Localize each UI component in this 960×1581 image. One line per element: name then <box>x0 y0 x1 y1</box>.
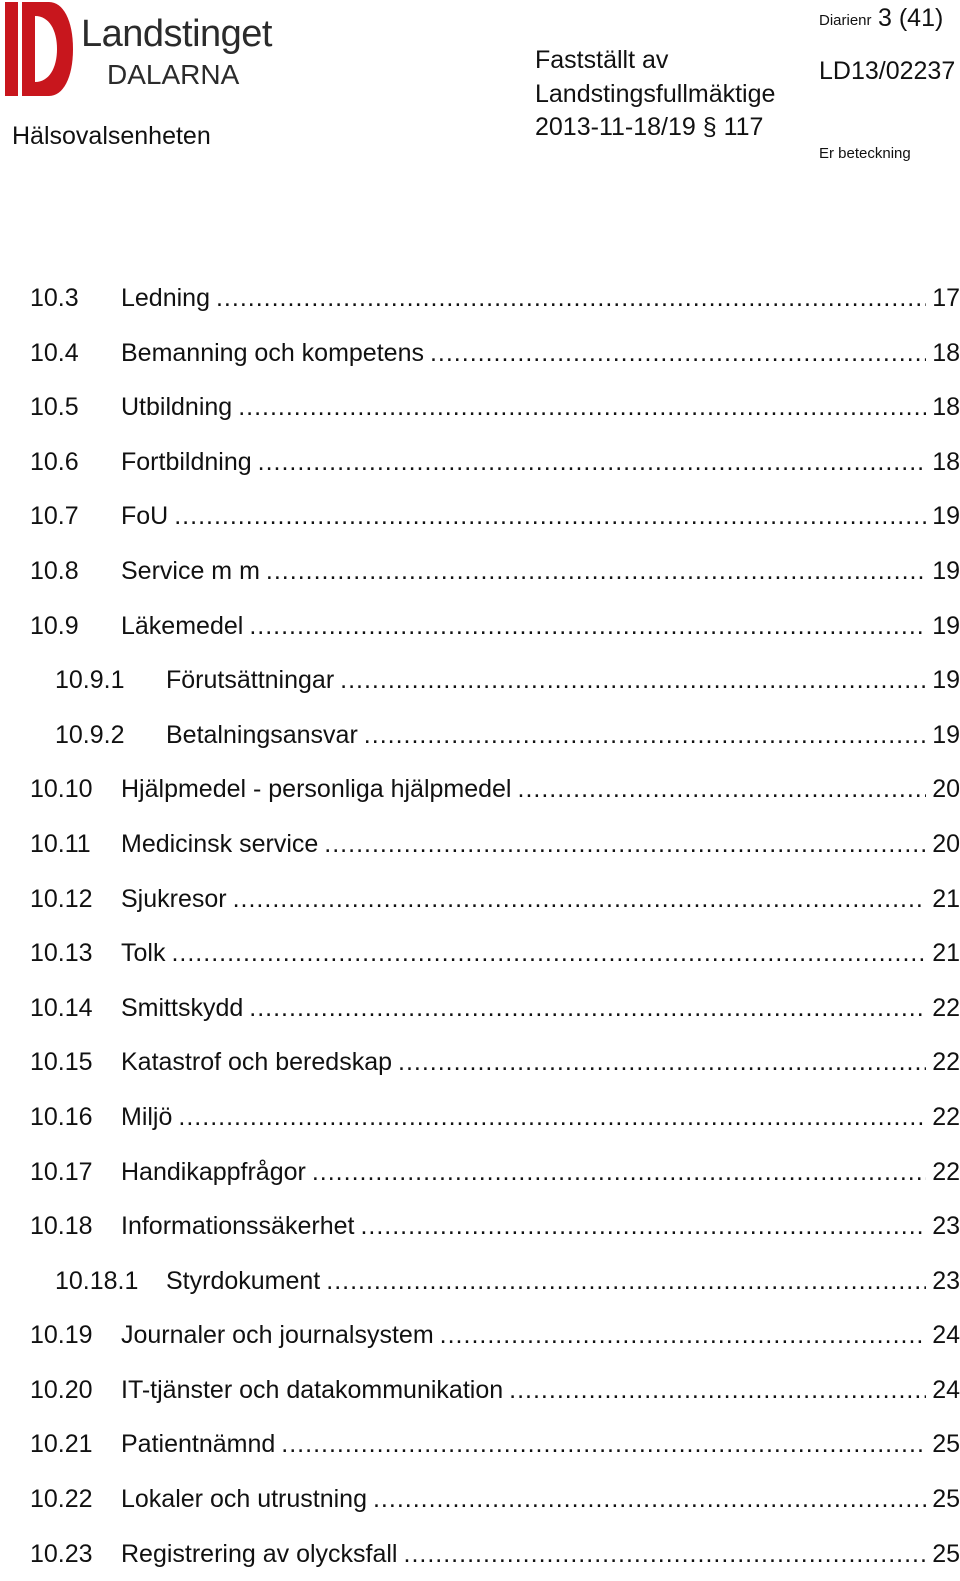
toc-entry-number: 10.20 <box>30 1375 93 1404</box>
toc-entry[interactable] <box>0 380 960 435</box>
toc-entry-line <box>121 762 960 817</box>
toc-entry-title: Förutsättningar <box>166 666 335 695</box>
toc-entry[interactable] <box>0 1199 960 1254</box>
toc-entry[interactable] <box>0 1472 960 1527</box>
toc-entry-number: 10.22 <box>30 1485 93 1514</box>
diarienr-label: Diarienr <box>819 12 872 29</box>
toc-entry-title: Betalningsansvar <box>166 720 358 749</box>
toc-dot-leader <box>249 981 926 1036</box>
toc-dot-leader <box>216 271 926 326</box>
toc-dot-leader <box>360 1199 926 1254</box>
toc-entry-number: 10.18 <box>30 1212 93 1241</box>
toc-entry-line <box>121 1417 960 1472</box>
toc-entry-title: Registrering av olycksfall <box>121 1539 398 1568</box>
toc-entry-line <box>166 1254 960 1309</box>
toc-entry-page: 21 <box>932 884 960 913</box>
toc-entry-number: 10.13 <box>30 939 93 968</box>
toc-dot-leader <box>340 653 926 708</box>
toc-entry-title: Bemanning och kompetens <box>121 338 424 367</box>
toc-entry-page: 19 <box>932 666 960 695</box>
toc-entry[interactable] <box>0 1308 960 1363</box>
table-of-contents <box>0 271 960 1581</box>
toc-entry-line <box>121 1090 960 1145</box>
toc-entry-line <box>121 1145 960 1200</box>
toc-entry-number: 10.17 <box>30 1157 93 1186</box>
toc-entry[interactable] <box>0 271 960 326</box>
toc-entry[interactable] <box>0 544 960 599</box>
toc-entry-line <box>121 435 960 490</box>
toc-entry-number: 10.8 <box>30 556 79 585</box>
toc-entry-number: 10.19 <box>30 1321 93 1350</box>
toc-dot-leader <box>440 1308 926 1363</box>
toc-entry-line <box>121 271 960 326</box>
toc-entry-title: IT-tjänster och datakommunikation <box>121 1375 504 1404</box>
logo-mark-icon <box>5 2 75 96</box>
toc-entry-title: Tolk <box>121 939 166 968</box>
adoption-info <box>535 44 775 145</box>
toc-dot-leader <box>324 817 926 872</box>
toc-entry[interactable] <box>0 981 960 1036</box>
toc-entry-number: 10.14 <box>30 993 93 1022</box>
toc-entry-line <box>166 708 960 763</box>
toc-entry-line <box>121 981 960 1036</box>
toc-entry-page: 18 <box>932 393 960 422</box>
toc-entry-number: 10.10 <box>30 775 93 804</box>
toc-entry-page: 24 <box>932 1321 960 1350</box>
toc-entry[interactable] <box>0 1035 960 1090</box>
toc-entry-title: Handikappfrågor <box>121 1157 306 1186</box>
page-number: 3 (41) <box>878 4 944 32</box>
toc-dot-leader <box>364 708 926 763</box>
logo-name: Landstinget <box>81 13 272 55</box>
toc-entry-title: Utbildning <box>121 393 233 422</box>
toc-entry-title: Fortbildning <box>121 447 252 476</box>
toc-entry-page: 19 <box>932 611 960 640</box>
toc-entry-title: FoU <box>121 502 169 531</box>
adoption-line-3: 2013-11-18/19 § 117 <box>535 113 764 141</box>
toc-dot-leader <box>266 544 926 599</box>
toc-entry[interactable] <box>0 1417 960 1472</box>
toc-entry-page: 20 <box>932 775 960 804</box>
toc-entry-page: 24 <box>932 1375 960 1404</box>
toc-dot-leader <box>404 1527 927 1581</box>
toc-entry-page: 17 <box>932 284 960 312</box>
toc-entry[interactable] <box>0 653 960 708</box>
toc-dot-leader <box>326 1254 926 1309</box>
toc-entry-title: Lokaler och utrustning <box>121 1485 367 1514</box>
toc-dot-leader <box>174 489 926 544</box>
toc-entry[interactable] <box>0 599 960 654</box>
toc-entry[interactable] <box>0 326 960 381</box>
toc-entry-title: Service m m <box>121 556 260 585</box>
toc-entry-page: 22 <box>932 1102 960 1131</box>
toc-entry-title: Läkemedel <box>121 611 244 640</box>
toc-entry-line <box>121 1199 960 1254</box>
toc-entry-page: 20 <box>932 829 960 858</box>
toc-entry-title: Katastrof och beredskap <box>121 1048 392 1077</box>
toc-dot-leader <box>509 1363 926 1418</box>
toc-entry-number: 10.9.1 <box>55 666 125 695</box>
toc-entry-number: 10.7 <box>30 502 79 531</box>
toc-entry-number: 10.5 <box>30 393 79 422</box>
toc-entry[interactable] <box>0 708 960 763</box>
toc-dot-leader <box>312 1145 926 1200</box>
toc-entry-title: Miljö <box>121 1102 173 1131</box>
toc-entry-number: 10.18.1 <box>55 1266 139 1295</box>
toc-entry-number: 10.11 <box>30 829 91 858</box>
toc-entry[interactable] <box>0 926 960 981</box>
toc-entry-number: 10.4 <box>30 338 79 367</box>
toc-entry[interactable] <box>0 1527 960 1581</box>
toc-entry[interactable] <box>0 1254 960 1309</box>
toc-entry-number: 10.9.2 <box>55 720 125 749</box>
toc-entry-line <box>121 1472 960 1527</box>
toc-entry-page: 22 <box>932 993 960 1022</box>
toc-entry-line <box>121 1035 960 1090</box>
landstinget-dalarna-logo <box>5 2 272 96</box>
toc-entry-line <box>121 872 960 927</box>
toc-entry-line <box>121 544 960 599</box>
toc-entry-line <box>121 1363 960 1418</box>
toc-entry[interactable] <box>0 489 960 544</box>
toc-entry-line <box>121 489 960 544</box>
toc-entry-line <box>166 653 960 708</box>
toc-entry-title: Medicinsk service <box>121 829 319 858</box>
toc-dot-leader <box>518 762 927 817</box>
toc-entry[interactable] <box>0 1363 960 1418</box>
toc-entry-page: 19 <box>932 720 960 749</box>
reference-label: Er beteckning <box>819 145 911 162</box>
toc-entry-page: 18 <box>932 447 960 476</box>
toc-entry-page: 25 <box>932 1539 960 1568</box>
adoption-line-1: Fastställt av <box>535 46 669 74</box>
toc-dot-leader <box>178 1090 926 1145</box>
toc-entry-page: 25 <box>932 1430 960 1459</box>
toc-entry-page: 21 <box>932 939 960 968</box>
department-name: Hälsovalsenheten <box>12 122 211 150</box>
toc-entry-number: 10.9 <box>30 611 79 640</box>
toc-dot-leader <box>398 1035 926 1090</box>
toc-entry[interactable] <box>0 762 960 817</box>
toc-entry[interactable] <box>0 872 960 927</box>
toc-entry-title: Patientnämnd <box>121 1430 276 1459</box>
toc-entry-page: 22 <box>932 1048 960 1077</box>
toc-entry-title: Journaler och journalsystem <box>121 1321 434 1350</box>
adoption-line-2: Landstingsfullmäktige <box>535 79 776 108</box>
toc-entry-number: 10.6 <box>30 447 79 476</box>
toc-entry-number: 10.23 <box>30 1539 93 1568</box>
toc-dot-leader <box>171 926 926 981</box>
toc-entry[interactable] <box>0 817 960 872</box>
toc-entry-page: 23 <box>932 1212 960 1241</box>
toc-entry-page: 25 <box>932 1485 960 1514</box>
toc-dot-leader <box>373 1472 926 1527</box>
toc-entry-number: 10.21 <box>30 1430 93 1459</box>
toc-entry-number: 10.12 <box>30 884 93 913</box>
toc-entry-number: 10.3 <box>30 284 79 312</box>
toc-entry[interactable] <box>0 435 960 490</box>
toc-entry-line <box>121 380 960 435</box>
toc-entry-page: 19 <box>932 556 960 585</box>
toc-entry-page: 22 <box>932 1157 960 1186</box>
logo-region: DALARNA <box>107 59 240 90</box>
toc-entry-page: 18 <box>932 338 960 367</box>
toc-entry-page: 23 <box>932 1266 960 1295</box>
toc-entry-number: 10.16 <box>30 1102 93 1131</box>
toc-entry-line <box>121 1308 960 1363</box>
toc-entry-number: 10.15 <box>30 1048 93 1077</box>
toc-dot-leader <box>238 380 926 435</box>
toc-entry-title: Smittskydd <box>121 993 244 1022</box>
toc-entry-title: Sjukresor <box>121 884 227 913</box>
toc-entry[interactable] <box>0 1145 960 1200</box>
toc-entry-line <box>121 599 960 654</box>
toc-entry-title: Hjälpmedel - personliga hjälpmedel <box>121 775 512 804</box>
toc-entry-line <box>121 817 960 872</box>
toc-dot-leader <box>249 599 926 654</box>
toc-entry-line <box>121 326 960 381</box>
toc-entry-title: Ledning <box>121 284 210 312</box>
toc-entry-line <box>121 1527 960 1581</box>
toc-dot-leader <box>258 435 926 490</box>
toc-dot-leader <box>233 872 926 927</box>
toc-dot-leader <box>281 1417 926 1472</box>
toc-entry[interactable] <box>0 1090 960 1145</box>
toc-entry-page: 19 <box>932 502 960 531</box>
toc-dot-leader <box>430 326 926 381</box>
toc-entry-line <box>121 926 960 981</box>
toc-entry-title: Informationssäkerhet <box>121 1212 355 1241</box>
diarienr-value: LD13/02237 <box>819 57 956 85</box>
toc-entry-title: Styrdokument <box>166 1266 321 1295</box>
